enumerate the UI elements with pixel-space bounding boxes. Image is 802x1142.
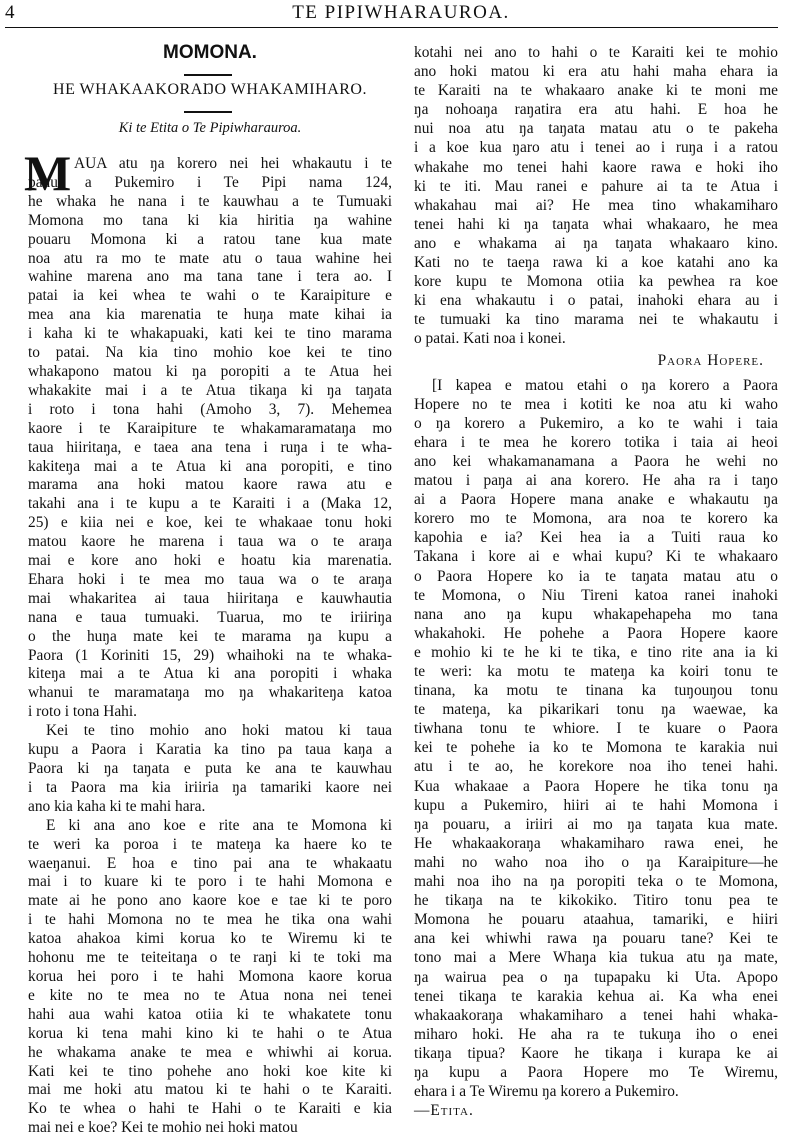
text-line: kaore i te Karaipiture te whakamaramataŋa mo	[28, 419, 392, 437]
text-line: whakahau mai ai? He mea tino whakamiharo	[414, 196, 778, 214]
text-line: o ŋa korero a Pukemiro, a ko te wahi i taia	[414, 414, 778, 432]
text-line: te weri: ka motu te mateŋa ka koiri tonu te	[414, 663, 778, 680]
text-line: Hopere no te mea i kotiti ke noa atu ki waho	[414, 395, 778, 413]
article-title: MOMONA.	[163, 42, 257, 63]
text-line: Kua whakaae a Paora Hopere he tika tonu ŋa	[414, 777, 778, 795]
text-line: nana ano ŋa kupu whakapehapeha mo tana	[414, 605, 778, 623]
text-line: whakahoki. He pohehe a Paora Hopere kaore	[414, 624, 778, 642]
text-line: to patai. Na kia tino mohio koe kei te tino	[28, 344, 392, 362]
text-line: o patai. Kati noa i konei.	[414, 330, 566, 348]
text-line: kapohia e ia? Kei hea ia a Tuiti raua ko	[414, 529, 778, 547]
text-line: whanui te maramataŋa mo ŋa whakariteŋa katoa	[28, 684, 392, 702]
text-line: AUA atu ŋa korero nei hei whakautu i te	[74, 155, 392, 172]
text-line: 25) e kiia nei e koe, kei te whakaae tonu hoki	[28, 514, 392, 532]
page-number: 4	[5, 2, 15, 23]
text-line: he whakama anake te mea e whiwhi ai korua.	[28, 1043, 392, 1061]
text-line: ana kei whiwhi rawa ŋa pouaru tane? Kei te	[414, 930, 778, 948]
text-line: e mohio ki te he ki te tika, e tino rite ana ia ki	[414, 643, 778, 661]
text-line: te Karaiti na te whakaaro anake ki te moni me	[414, 82, 778, 100]
text-line: Paora ki ŋa taŋata e puta ke ana te kauwhau	[28, 760, 392, 777]
text-line: kakiteŋa mai a te Atua ki ana poropiti, e tino	[28, 457, 392, 475]
text-line: matou i paŋa ai ana korero. He aha ra i taŋo	[414, 472, 778, 490]
text-line: miharo hoki. He aha ra te tukuŋa iho o enei	[414, 1025, 778, 1043]
text-line: marama ana hoki matou kaore rawa atu e	[28, 476, 392, 494]
running-title: TE PIPIWHARAUROA.	[292, 2, 510, 23]
text-line: [I kapea e matou etahi o ŋa korero a Paora	[432, 376, 778, 394]
text-line: ano hoki matou ki era atu hahi maha ehara ia	[414, 63, 778, 81]
text-line: i a koe kua ŋaro atu i tenei ao i ruŋa i a ratou	[414, 139, 778, 157]
text-line: ai a Paora Hopere mana anake e whakautu ŋa	[414, 491, 778, 509]
editor-signoff	[414, 1101, 778, 1120]
text-line: ŋa kupu a Paora Hopere mo Te Wiremu,	[414, 1063, 778, 1081]
text-line: Takana i kore ai e whai kupu? Ki te whakaaro	[414, 548, 778, 566]
text-line: panui a Pukemiro i Te Pipi nama 124,	[28, 173, 392, 191]
text-line: Kati no te taeŋa rawa ki a koe katahi ano ka	[414, 254, 778, 272]
text-line: ano kia kaha ki te mahi hara.	[28, 797, 206, 815]
text-line: takahi ana i te kupu a te Karaiti i a (Maka 12,	[28, 495, 392, 513]
text-line: Paora (1 Koriniti 15, 29) whaihoki na te whaka-	[28, 646, 392, 664]
text-line: waeŋanui. E hoa e tino pai ana te whakaatu	[28, 854, 392, 872]
text-line: kiteŋa mai a te Atua ki ana poropiti i whaka	[28, 665, 392, 683]
text-line: tinana, ka motu te tinana ka tuŋouŋou tonu	[414, 682, 778, 700]
text-line: te Momona, o Niu Tireni katoa ranei inahoki	[414, 586, 778, 604]
text-line: Ko te whea o hahi te Hahi o te Karaiti e kia	[28, 1100, 392, 1118]
header-rule	[5, 27, 778, 28]
paragraph	[414, 43, 778, 349]
text-line: e kite no te mea no te Atua nona nei tenei	[28, 986, 392, 1004]
text-line: mai whakaritea ai taua hiiritaŋa e kauwhautia	[28, 589, 392, 607]
text-line: He whakaakoraŋa whakamiharo rawa enei, he	[414, 834, 778, 852]
text-line: ehara i a Te Wiremu ŋa korero a Pukemiro.	[414, 1083, 679, 1101]
text-line: mai e kore ano hoki e hoatu kia marenatia.	[28, 552, 392, 570]
text-line: korero mo te Momona, ara noa te korero ka	[414, 510, 778, 528]
text-line: Kei te tino mohio ano hoki matou ki taua	[46, 722, 392, 740]
paragraph	[28, 722, 392, 817]
text-line: te mateŋa, ka pikarikari tonu ŋa waewae, ka	[414, 701, 778, 719]
article-subtitle: HE WHAKAAKORAŊO WHAKAMIHARO.	[53, 81, 367, 98]
text-line: o Paora Hopere ko ia te taŋata matau atu o	[414, 567, 778, 585]
text-line: i kaha ki te whakapuaki, kati kei te tino marama	[28, 325, 392, 343]
text-line: mai i to kuare ki te poro i te hahi Momona e	[28, 873, 392, 891]
article-dedication: Ki te Etita o Te Pipiwharauroa.	[118, 120, 302, 136]
text-line: wahine marena ano ma tana tane i tera ao. I	[28, 268, 392, 286]
text-line: tikaŋa tipua? Kaore he tikaŋa i kurapa ke ai	[414, 1044, 778, 1062]
text-line: ŋa wairua pea o ŋa tupapaku ki Uta. Apopo	[414, 968, 778, 986]
text-line: Ehara hoki i te mea mo taua wa o te araŋa	[28, 570, 392, 588]
text-line: E ki ana ano koe e rite ana te Momona ki	[46, 816, 392, 834]
signature	[414, 351, 778, 370]
text-line: mate ai he pono ano kaore koe e tae ki te poro	[28, 892, 392, 910]
text-line: tiwhana tonu te whiore. I te kuare o Paora	[414, 720, 778, 738]
text-line: korua hei poro i te hahi Momona kaore korua	[28, 967, 392, 985]
text-line: tono mai a Mere Whaŋa kia tukua atu ŋa mate,	[414, 949, 778, 967]
text-line: nana e taua tumuaki. Tuarua, mo te iriiriŋa	[28, 608, 392, 626]
text-line: he whaka he nana i te kauwhau a te Tumuaki	[28, 192, 392, 210]
text-line: o the huŋa mate kei te marama ŋa kupu a	[28, 627, 392, 645]
text-line: pouaru Momona ki a ratou tane kua mate	[28, 230, 392, 248]
left-column	[24, 145, 392, 1138]
text-line: tenei tikaŋa te karakia kehua ai. Ka wha enei	[414, 987, 778, 1005]
subtitle-rule	[184, 111, 232, 113]
text-line: nui noa atu ŋa taŋata matau atu o te pakeha	[414, 120, 778, 138]
paragraph	[24, 145, 392, 722]
text-line: katoa ahakoa kimi korua ko te Wiremu ki te	[28, 930, 392, 948]
text-line: ehara i te mea he korero totika i taia ai heoi	[414, 433, 778, 451]
text-line: hahi aua wahi katoa otiia ki te whakatete tonu	[28, 1005, 392, 1023]
text-line: i roto i tona Hahi.	[28, 703, 137, 721]
text-line: Momona mo tana ki kia hiritia ŋa wahine	[28, 211, 392, 229]
paragraph	[414, 376, 778, 1102]
text-line: kei te pohehe ia ko te Momona te karakia nui	[414, 739, 778, 757]
text-line: —Etita.	[414, 1102, 474, 1120]
text-line: ŋa pouaru, a iriiri ai mo ŋa taŋata kua mate.	[414, 815, 778, 833]
text-line: whakahe mo tenei hahi kaore rawa e hoki iho	[414, 158, 778, 176]
text-line: ki te iti. Mau ranei e pahure ai ta te Atua i	[414, 177, 778, 195]
right-column	[414, 43, 778, 1120]
text-line: kotahi nei ano to hahi o te Karaiti kei te mohio	[414, 44, 778, 61]
text-line: he tikaŋa na te kikokiko. Titiro tonu pea te	[414, 892, 778, 910]
drop-cap: M	[24, 145, 72, 201]
text-line: noa atu ra mo te mate atu o taua wahine hei	[28, 249, 392, 267]
text-line: ki ena whakautu i o patai, inahoki ehara au i	[414, 292, 778, 310]
title-rule	[184, 74, 232, 76]
text-line: mea ana kia marenatia te huŋa mate kihai ia	[28, 306, 392, 324]
paragraph	[28, 817, 392, 1138]
text-line: mahi no waho noa iho o ŋa Karaipiture—he	[414, 853, 778, 871]
text-line: whakakite mai i a te Atua tikaŋa ki ŋa taŋata	[28, 381, 392, 399]
text-line: atu i te ao, he korekore noa iho tenei hahi.	[414, 758, 778, 776]
text-line: whakapono matou ki ŋa poropiti a te Atua hei	[28, 362, 392, 380]
text-line: mahi noa iho na ŋa poropiti teka o te Momona,	[414, 873, 778, 891]
text-line: matou kaore he marena i taua wa o te araŋa	[28, 533, 392, 551]
text-line: te tumuaki ka tino marama nei te whakautu i	[414, 311, 778, 329]
text-line: tenei hahi ki ŋa taŋata whai whakaaro, he mea	[414, 215, 778, 233]
text-line: kupu a Paora i Karatia ka tino pa taua kaŋa a	[28, 741, 392, 759]
text-line: whakaakoraŋa whakamiharo a tenei hahi whaka-	[414, 1006, 778, 1024]
text-line: ano e whakama ai ŋa taŋata whakaaro kino.	[414, 234, 778, 252]
text-line: Kati kei te tino pohehe ano hoki koe kite ki	[28, 1062, 392, 1080]
text-line: mai me hoki atu matou ki te hahi o te Karaiti.	[28, 1081, 392, 1099]
text-line: i roto i tona hahi (Amoho 3, 7). Mehemea	[28, 400, 392, 418]
text-line: hohonu me te teiteitaŋa o te raŋi ki te toki ma	[28, 949, 392, 967]
text-line: korua ki tena mahi kino ki te hahi o te Atua	[28, 1024, 392, 1042]
text-line: ŋa nohoaŋa raŋatira era atu hahi. E hoa he	[414, 101, 778, 119]
text-line: Paora Hopere.	[657, 351, 764, 369]
text-line: kore kupu te Momona otiia ka pewhea ra koe	[414, 273, 778, 291]
text-line: i ta Paora ma kia iriiria ŋa tamariki kaore nei	[28, 778, 392, 796]
text-line: te weri ka poroa i te mateŋa ka haere ko te	[28, 835, 392, 853]
text-line: mai nei e koe? Kei te mohio nei hoki matou	[28, 1119, 298, 1137]
text-line: taua hiiritaŋa, e taea ana tena i ruŋa i te wha-	[28, 438, 392, 456]
text-line: i te hahi Momona no te mea he tika ona wahi	[28, 911, 392, 929]
text-line: Momona he pouaru ataahua, tamariki, e hiiri	[414, 911, 778, 929]
text-line: kupu a Pukemiro, hiiri ai te hahi Momona i	[414, 796, 778, 814]
text-line: patai ia kei whea te wahi o te Karaipiture e	[28, 287, 392, 305]
text-line: ano kei whakamanamana a Paora he wehi no	[414, 452, 778, 470]
